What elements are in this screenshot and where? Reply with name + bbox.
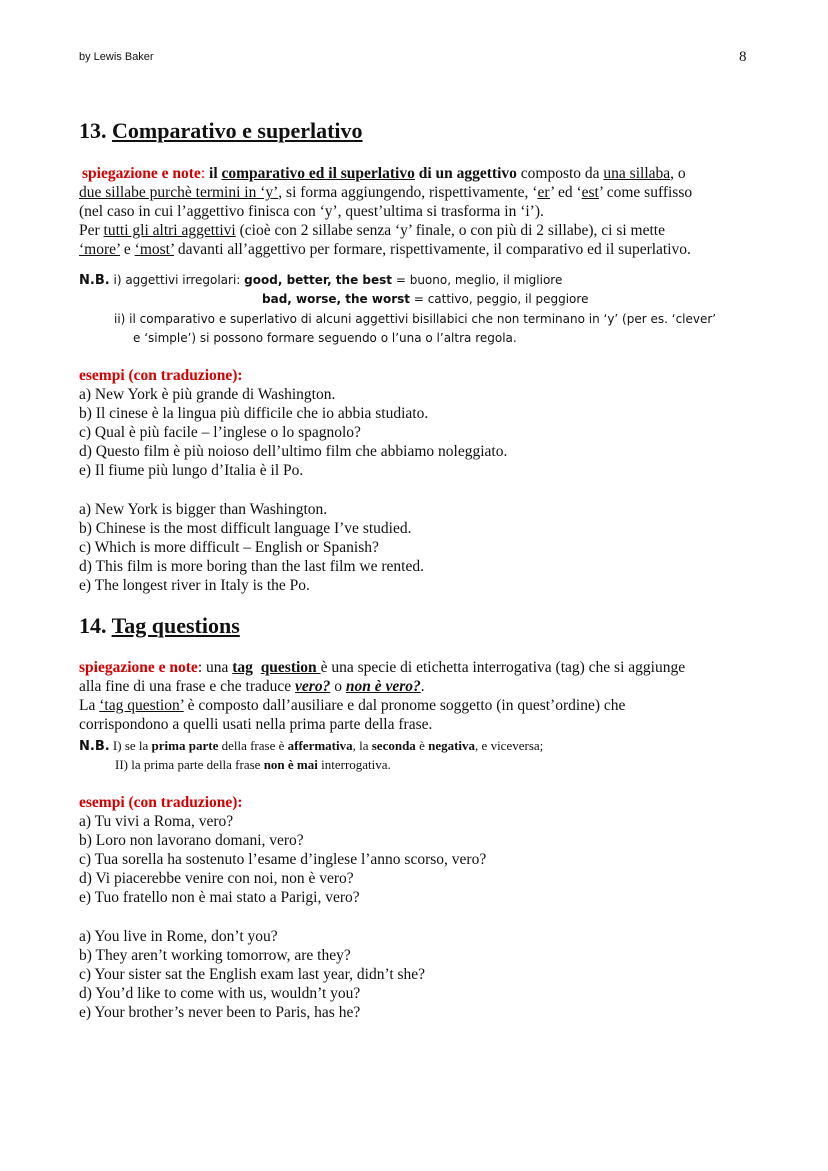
- s14-en-b: b) They aren’t working tomorrow, are they?: [79, 947, 351, 964]
- explanation-label: spiegazione e note: [82, 165, 201, 182]
- text: della frase è: [218, 738, 288, 753]
- text: I) se la: [109, 738, 152, 753]
- s13-it-e: e) Il fiume più lungo d’Italia è il Po.: [79, 462, 304, 479]
- text: affermativa: [287, 738, 353, 753]
- s13-it-a: a) New York è più grande di Washington.: [79, 386, 336, 403]
- s13-paragraph-line-1: [82, 164, 686, 183]
- text: davanti all’aggettivo per formare, rispettivamente, il comparativo ed il superlativo.: [174, 241, 691, 258]
- header-author: by Lewis Baker: [79, 51, 154, 63]
- section-number: 14.: [79, 613, 112, 638]
- s14-nb-line-1: [79, 736, 543, 756]
- text: = cattivo, peggio, il peggiore: [410, 292, 589, 306]
- text: = buono, meglio, il migliore: [392, 273, 563, 287]
- s14-it-d: d) Vi piacerebbe venire con noi, non è vero?: [79, 870, 354, 887]
- s14-paragraph-line-2: [79, 677, 425, 696]
- s13-it-c: c) Qual è più facile – l’inglese o lo spagnolo?: [79, 424, 361, 441]
- text: è: [415, 738, 429, 753]
- s14-en-a: a) You live in Rome, don’t you?: [79, 928, 278, 945]
- s13-paragraph-line-4: [79, 221, 665, 240]
- text: II) la prima parte della frase: [115, 757, 264, 772]
- text: composto da: [516, 165, 604, 182]
- s13-en-d: d) This film is more boring than the last film we rented.: [79, 558, 424, 575]
- s13-nb-line-4: e ‘simple’) si possono formare seguendo o l’una o l’altra regola.: [133, 331, 517, 345]
- s14-it-b: b) Loro non lavorano domani, vero?: [79, 832, 304, 849]
- text: ‘tag question’: [99, 697, 184, 714]
- s14-examples-label: esempi (con traduzione):: [79, 794, 243, 811]
- text: prima parte: [151, 738, 219, 753]
- s13-en-e: e) The longest river in Italy is the Po.: [79, 577, 310, 594]
- text: due sillabe purchè termini in ‘y’: [79, 184, 279, 201]
- text: comparativo ed il superlativo: [221, 165, 415, 182]
- s13-nb-line-3: ii) il comparativo e superlativo di alcuni aggettivi bisillabici che non terminano in ‘y’ (per es. ‘clever’: [114, 312, 717, 326]
- text: ’ ed ‘: [550, 184, 582, 201]
- text: negativa: [428, 738, 476, 753]
- text: (cioè con 2 sillabe senza ‘y’ finale, o con più di 2 sillabe), ci si mette: [235, 222, 665, 239]
- text: ’ come suffisso: [598, 184, 693, 201]
- text: [253, 659, 261, 676]
- text: , la: [352, 738, 372, 753]
- text: ‘more’: [79, 241, 121, 258]
- text: good, better, the best: [244, 273, 393, 287]
- text: est: [581, 184, 599, 201]
- s14-paragraph-line-3: [79, 696, 625, 715]
- s13-paragraph-line-5: [79, 240, 691, 259]
- section-number: 13.: [79, 118, 112, 143]
- s13-paragraph-line-2: [79, 183, 692, 202]
- s13-examples-label: esempi (con traduzione):: [79, 367, 243, 384]
- text: .: [420, 678, 425, 695]
- s14-it-c: c) Tua sorella ha sostenuto l’esame d’inglese l’anno scorso, vero?: [79, 851, 487, 868]
- text: e: [120, 241, 135, 258]
- text: i) aggettivi irregolari:: [109, 273, 245, 287]
- text: , e viceversa;: [475, 738, 544, 753]
- s14-nb-line-2: [115, 755, 391, 774]
- s14-paragraph-line-4: corrispondono a quelli usati nella prima parte della frase.: [79, 716, 433, 733]
- text: vero?: [295, 678, 331, 695]
- nb-label: N.B.: [79, 739, 110, 754]
- nb-label: N.B.: [79, 273, 110, 288]
- text: di un aggettivo: [414, 165, 517, 182]
- text: : una: [197, 659, 233, 676]
- text: non è mai: [263, 757, 318, 772]
- text: ‘most’: [134, 241, 174, 258]
- text: question: [260, 659, 321, 676]
- s13-paragraph-line-3: (nel caso in cui l’aggettivo finisca con ‘y’, quest’ultima si trasforma in ‘i’).: [79, 203, 544, 220]
- s13-it-b: b) Il cinese è la lingua più difficile che io abbia studiato.: [79, 405, 429, 422]
- text: , si forma aggiungendo, rispettivamente, ‘: [278, 184, 538, 201]
- s14-it-a: a) Tu vivi a Roma, vero?: [79, 813, 234, 830]
- text: il: [209, 165, 222, 182]
- explanation-label: spiegazione e note: [79, 659, 198, 676]
- text: tag: [232, 659, 253, 676]
- text: , o: [670, 165, 686, 182]
- s13-en-c: c) Which is more difficult – English or Spanish?: [79, 539, 379, 556]
- text: interrogativa.: [317, 757, 391, 772]
- text: è una specie di etichetta interrogativa (tag) che si aggiunge: [320, 659, 686, 676]
- s13-en-b: b) Chinese is the most difficult language I’ve studied.: [79, 520, 412, 537]
- text: alla fine di una frase e che traduce: [79, 678, 296, 695]
- text: La: [79, 697, 100, 714]
- text: bad, worse, the worst: [262, 292, 411, 306]
- text: o: [330, 678, 346, 695]
- text: Per: [79, 222, 104, 239]
- s13-nb-line-2: [262, 290, 588, 309]
- text: er: [537, 184, 551, 201]
- text: tutti gli altri aggettivi: [103, 222, 236, 239]
- section-title: Tag questions: [111, 613, 240, 638]
- text: seconda: [371, 738, 416, 753]
- text: è composto dall’ausiliare e dal pronome soggetto (in quest’ordine) che: [183, 697, 626, 714]
- s13-en-a: a) New York is bigger than Washington.: [79, 501, 328, 518]
- s14-en-d: d) You’d like to come with us, wouldn’t you?: [79, 985, 361, 1002]
- page-number: 8: [739, 49, 747, 65]
- colon: :: [200, 165, 210, 182]
- section-14-heading: [79, 613, 240, 639]
- s13-nb-line-1: [79, 271, 562, 290]
- s14-paragraph-line-1: [79, 658, 685, 677]
- s13-it-d: d) Questo film è più noioso dell’ultimo film che abbiamo noleggiato.: [79, 443, 508, 460]
- section-title: Comparativo e superlativo: [112, 118, 363, 143]
- s14-en-c: c) Your sister sat the English exam last year, didn’t she?: [79, 966, 426, 983]
- s14-it-e: e) Tuo fratello non è mai stato a Parigi, vero?: [79, 889, 360, 906]
- text: non è vero?: [345, 678, 421, 695]
- s14-en-e: e) Your brother’s never been to Paris, has he?: [79, 1004, 361, 1021]
- text: una sillaba: [603, 165, 671, 182]
- section-13-heading: [79, 118, 363, 144]
